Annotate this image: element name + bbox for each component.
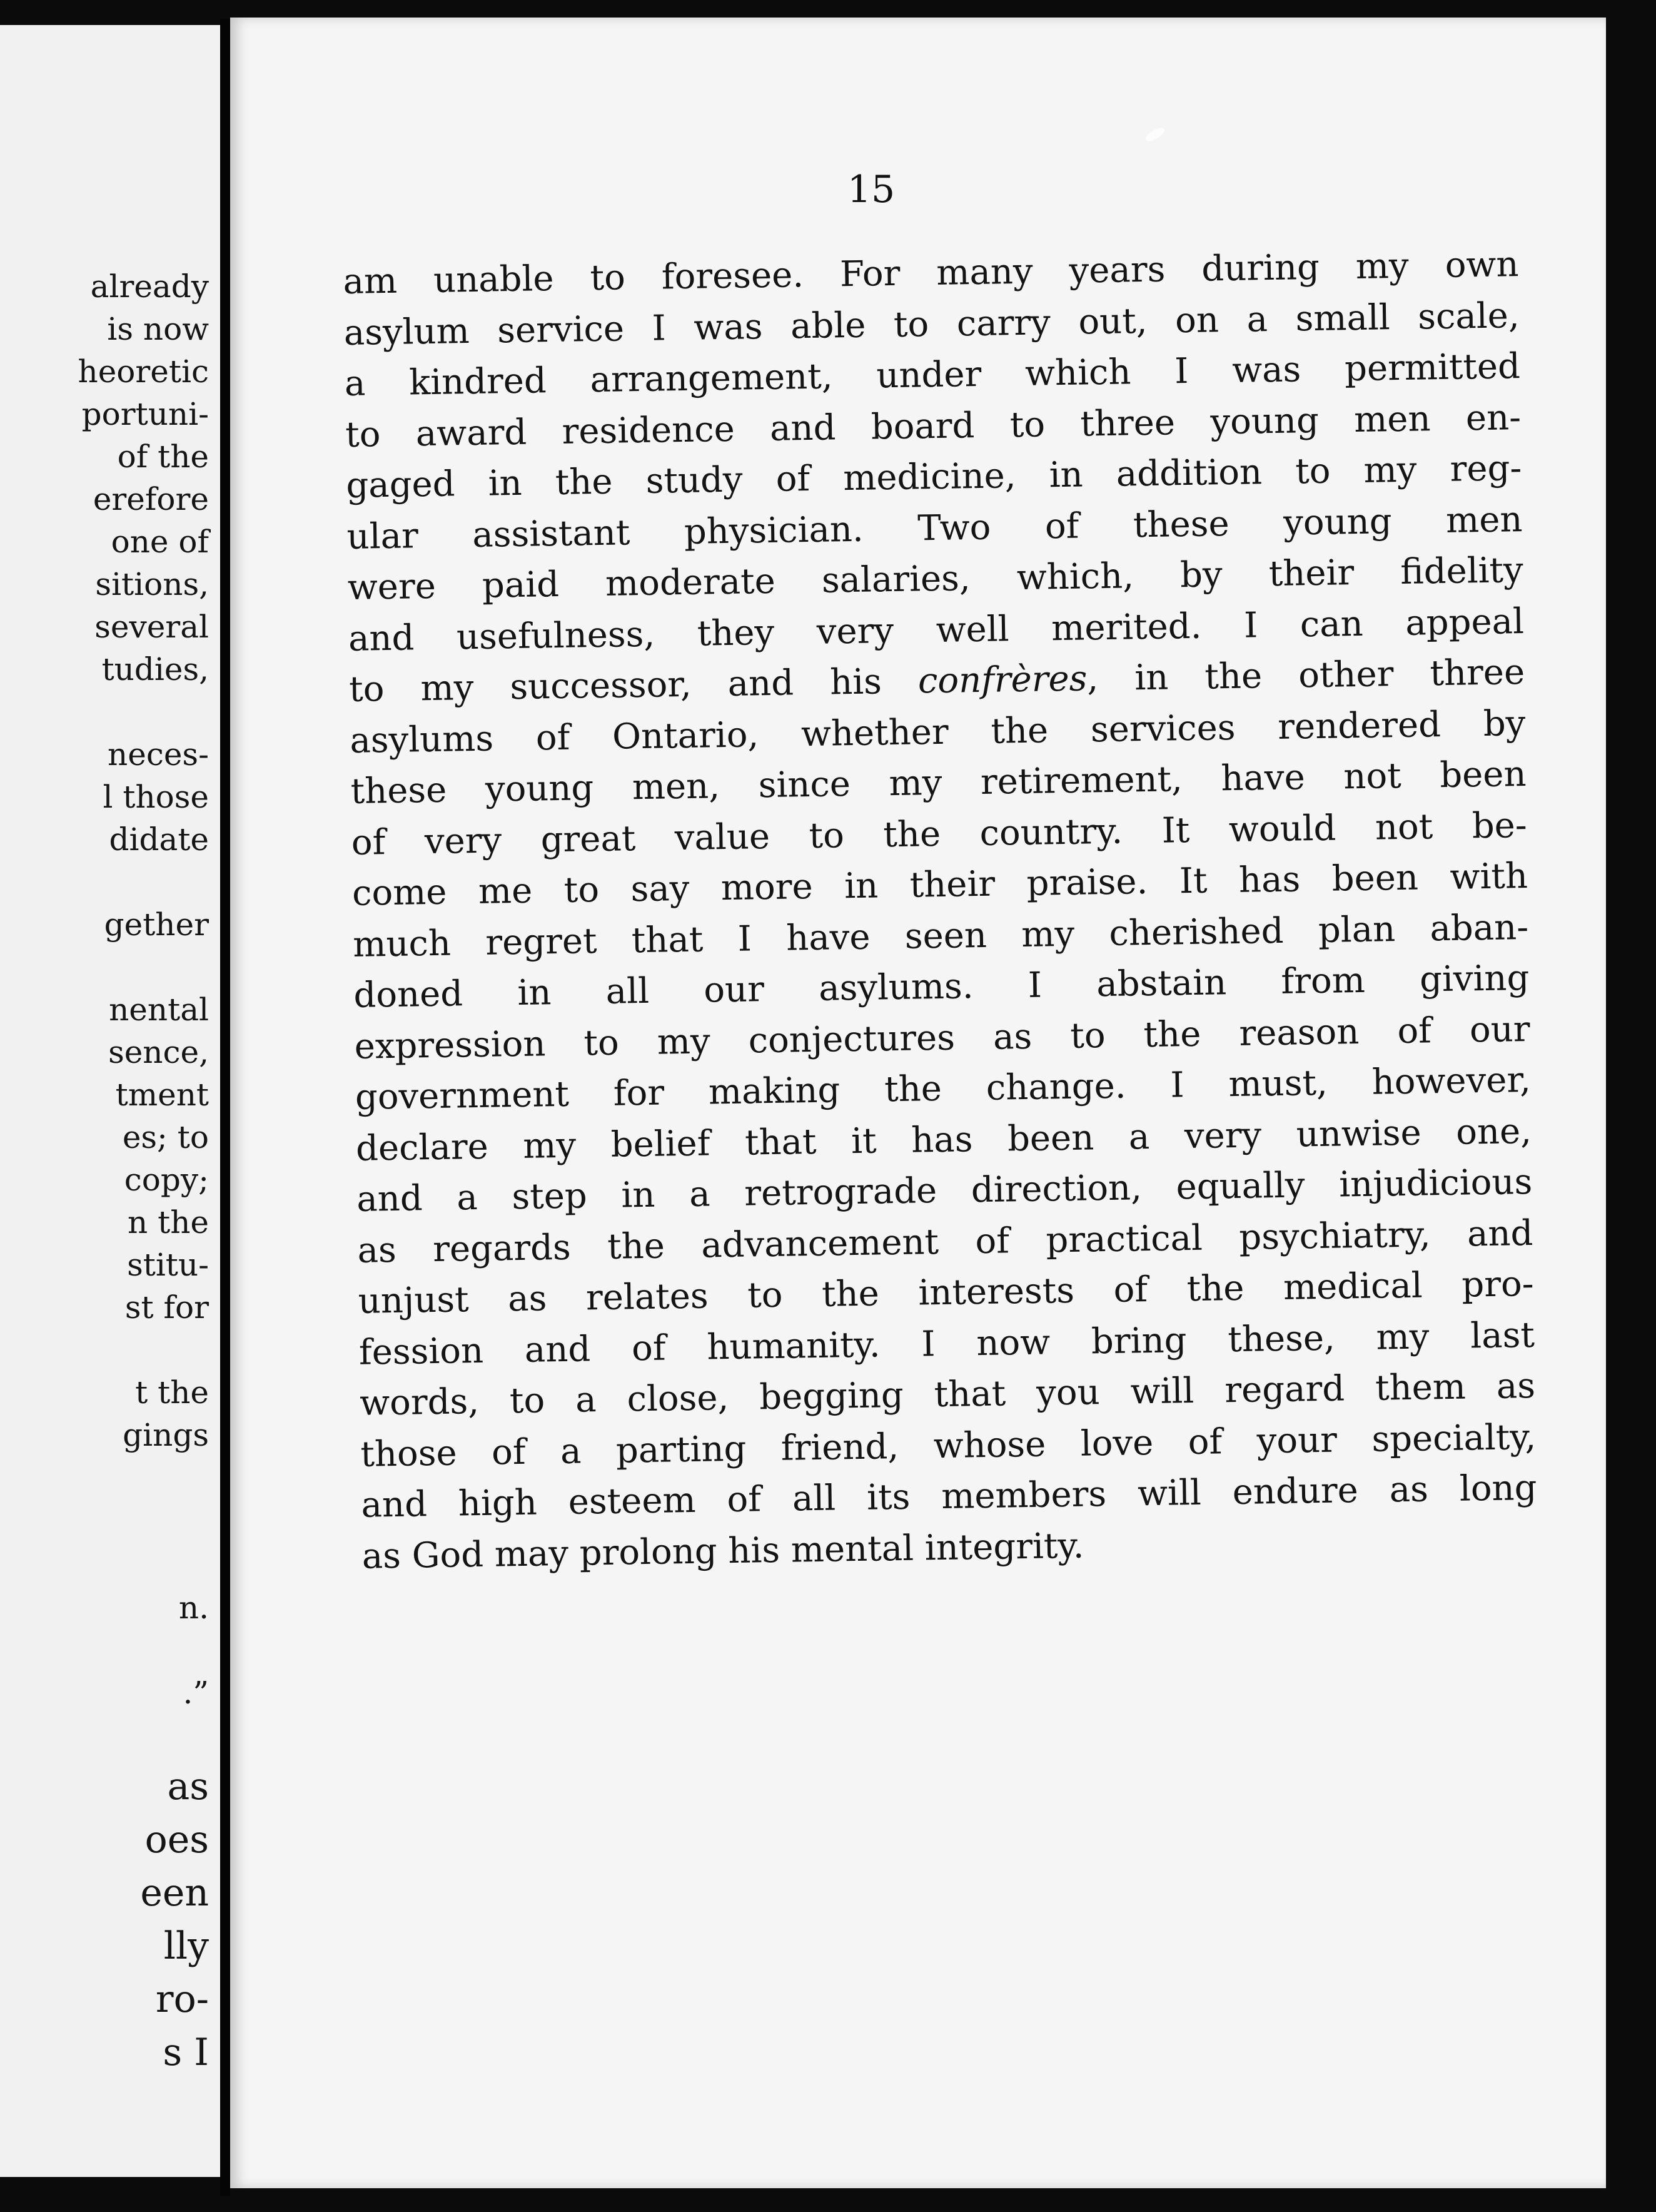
left-page-line: es; to	[122, 1119, 209, 1155]
left-facing-page	[0, 25, 220, 2177]
left-page-line: copy;	[124, 1162, 209, 1198]
text-line: asylums of Ontario, whether the services rendered by	[350, 703, 1526, 761]
text-line: those of a parting friend, whose love of your specialty,	[360, 1416, 1537, 1475]
text-segment: to my successor, and his	[348, 661, 919, 710]
text-line: to award residence and board to three young men en-	[345, 397, 1522, 455]
left-page-line: .”	[183, 1675, 209, 1711]
left-page-line: erefore	[93, 481, 209, 517]
text-line: gaged in the study of medicine, in addition to my reg-	[345, 448, 1522, 506]
left-page-line: lly	[163, 1924, 209, 1968]
text-line: asylum service I was able to carry out, on a small scale,	[343, 295, 1520, 353]
left-page-line: tment	[115, 1077, 209, 1113]
left-page-line: didate	[109, 821, 209, 858]
left-page-line: heoretic	[78, 353, 209, 390]
left-page-line: of the	[117, 439, 209, 475]
page-gutter	[220, 19, 230, 2196]
left-page-line: oes	[144, 1818, 209, 1862]
text-line: am unable to foresee. For many years during my own	[343, 244, 1519, 302]
left-page-line: already	[90, 268, 209, 305]
page-number: 15	[847, 168, 896, 211]
left-page-line: st for	[124, 1289, 209, 1326]
left-page-line: as	[167, 1765, 209, 1809]
text-line: ular assistant physician. Two of these young men	[346, 499, 1523, 557]
text-line: declare my belief that it has been a very unwise one,	[355, 1110, 1532, 1169]
text-line: were paid moderate salaries, which, by their fidelity	[347, 550, 1524, 608]
left-page-line: een	[140, 1871, 209, 1915]
left-page-line: s I	[163, 2031, 209, 2074]
left-page-line: one of	[111, 524, 209, 560]
text-line: and usefulness, they very well merited. I can appeal	[348, 601, 1525, 659]
left-page-line: is now	[107, 311, 209, 347]
text-line: a kindred arrangement, under which I was permitted	[344, 346, 1521, 404]
left-page-line: ro-	[155, 1977, 209, 2021]
left-page-line: several	[94, 609, 209, 645]
left-page-line: sitions,	[95, 566, 209, 602]
italic-word: confrères	[917, 658, 1088, 702]
text-line: as God may prolong his mental integrity.	[361, 1525, 1084, 1577]
body-text	[343, 239, 1538, 1582]
left-page-line: gether	[104, 906, 209, 943]
left-page-line: neces-	[108, 736, 209, 773]
left-page-line: sence,	[108, 1034, 209, 1070]
text-line: government for making the change. I must, however,	[355, 1059, 1532, 1118]
paper-speck	[1144, 125, 1166, 143]
text-line: and a step in a retrograde direction, equally injudicious	[356, 1161, 1533, 1220]
left-page-line: stitu-	[127, 1247, 209, 1283]
text-segment: , in the other three	[1086, 652, 1525, 699]
text-line: expression to my conjectures as to the reason of our	[354, 1008, 1531, 1067]
text-line: and high esteem of all its members will endure as long	[361, 1467, 1537, 1526]
text-line: unjust as relates to the interests of the medical pro-	[358, 1263, 1535, 1322]
text-line: words, to a close, begging that you will regard them as	[359, 1365, 1536, 1424]
left-page-line: n the	[128, 1204, 209, 1240]
text-line: fession and of humanity. I now bring these, my last	[358, 1314, 1535, 1373]
main-page	[230, 18, 1606, 2188]
left-page-line: portuni-	[81, 396, 209, 432]
text-line: much regret that I have seen my cherished plan aban-	[352, 906, 1529, 965]
left-page-line: nental	[109, 992, 209, 1028]
text-line: come me to say more in their praise. It has been with	[351, 856, 1528, 914]
left-page-line: t the	[135, 1374, 209, 1411]
left-page-line: n.	[178, 1590, 209, 1626]
text-line: as regards the advancement of practical psychiatry, and	[357, 1212, 1533, 1271]
left-page-line: gings	[123, 1417, 209, 1453]
left-page-line: tudies,	[101, 651, 209, 687]
text-line: doned in all our asylums. I abstain from giving	[353, 957, 1530, 1016]
left-page-line: l those	[103, 779, 209, 815]
text-line: of very great value to the country. It would not be-	[351, 804, 1528, 863]
text-line: these young men, since my retirement, have not been	[350, 754, 1527, 812]
